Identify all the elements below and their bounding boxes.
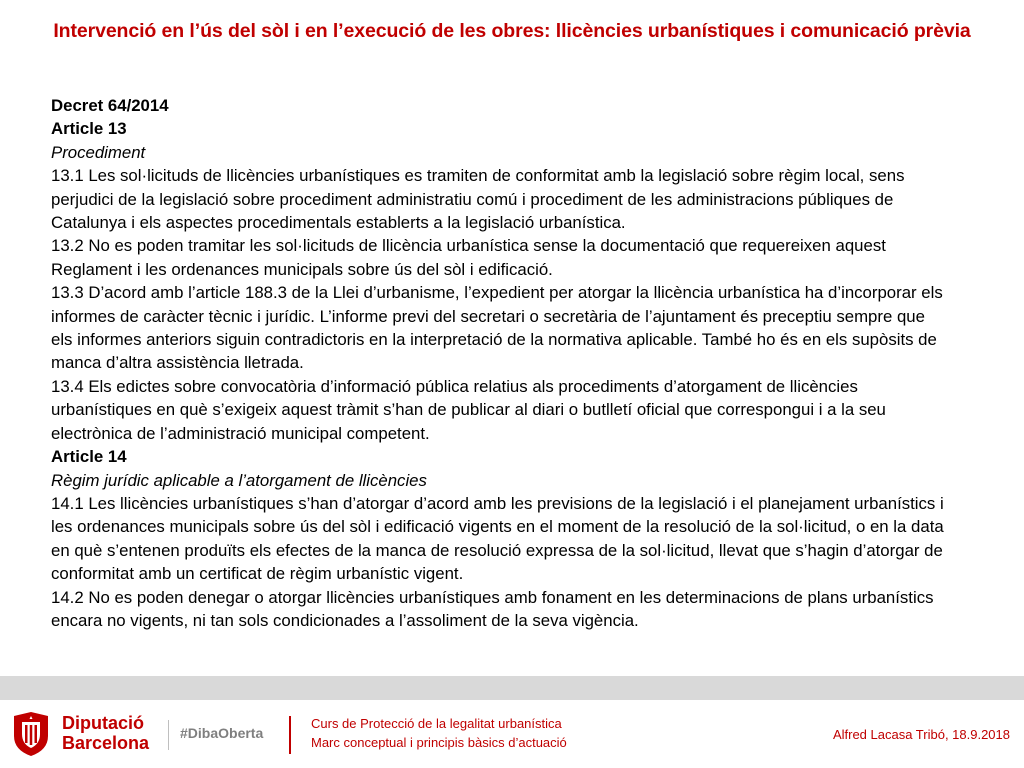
paragraph-13-4: 13.4 Els edictes sobre convocatòria d’informació pública relatius als procediments d’atorgament de llicències urbanístiques en què s’exigeix aquest tràmit s’han de publicar al diari o butlletí oficial que correspongui i a la seu electrònica de l’administració municipal competent.: [51, 376, 886, 443]
course-info: [311, 714, 567, 752]
decree-reference: Decret 64/2014: [51, 96, 169, 115]
footer-divider-band: [0, 676, 1024, 700]
article-14-heading: Article 14: [51, 447, 127, 467]
logo-separator: [168, 720, 169, 750]
article-13-subtitle: Procediment: [51, 142, 146, 162]
article-14-subtitle: Règim jurídic aplicable a l’atorgament de llicències: [51, 470, 427, 490]
slide-title: Intervenció en l’ús del sòl i en l’execució de les obres: llicències urbanístiques i comunicació prèvia: [53, 20, 971, 42]
logo-line-2: Barcelona: [62, 733, 150, 753]
paragraph-13-3: 13.3 D’acord amb l’article 188.3 de la Llei d’urbanisme, l’expedient per atorgar la llicència urbanística ha d’incorporar els informes de caràcter tècnic i jurídic. L’informe previ del secretari o secretària de l’ajuntament és preceptiu sempre que els informes anteriors siguin contradictoris en la interpretació de la normativa aplicable. També ho és en els supòsits de manca d’altra assistència lletrada.: [51, 283, 943, 373]
article-13-heading: Article 13: [51, 119, 127, 139]
paragraph-13-1: 13.1 Les sol·licituds de llicències urbanístiques es tramiten de conformitat amb la legislació sobre règim local, sens perjudici de la legislació sobre procediment administratiu comú i procediment de les administracions públiques de Catalunya i els aspectes procedimentals establerts a la legislació urbanística.: [51, 166, 905, 233]
diputacio-barcelona-logo-text: [62, 713, 149, 753]
legal-text-body: [51, 94, 951, 632]
paragraph-14-2: 14.2 No es poden denegar o atorgar llicències urbanístiques amb fonament en les determinacions de plans urbanístics encara no vigents, ni tan sols condicionades a l’assoliment de la seva vigència.: [51, 587, 934, 630]
footer: [0, 700, 1024, 768]
paragraph-14-1: 14.1 Les llicències urbanístiques s’han d’atorgar d’acord amb les previsions de la legislació i el planejament urbanístics i les ordenances municipals sobre ús del sòl i edificació vigents en el moment de la resolució de la sol·licitud, o en la data en què s’entenen produïts els efectes de la manca de resolució expressa de la sol·licitud, llevat que s’hagin d’atorgar de conformitat amb un certificat de règim urbanístic vigent.: [51, 493, 944, 584]
diputacio-shield-icon: [10, 710, 52, 758]
course-subtitle: Marc conceptual i principis bàsics d’actuació: [311, 735, 567, 750]
logo-line-1: Diputació: [62, 713, 145, 733]
paragraph-13-2: 13.2 No es poden tramitar les sol·licituds de llicència urbanística sense la documentació que requereixen aquest Reglament i les ordenances municipals sobre ús del sòl i edificació.: [51, 236, 886, 279]
author-date: Alfred Lacasa Tribó, 18.9.2018: [832, 727, 1010, 742]
course-title: Curs de Protecció de la legalitat urbanística: [311, 716, 562, 731]
footer-red-separator: [289, 716, 291, 754]
hashtag: #DibaOberta: [180, 725, 264, 741]
